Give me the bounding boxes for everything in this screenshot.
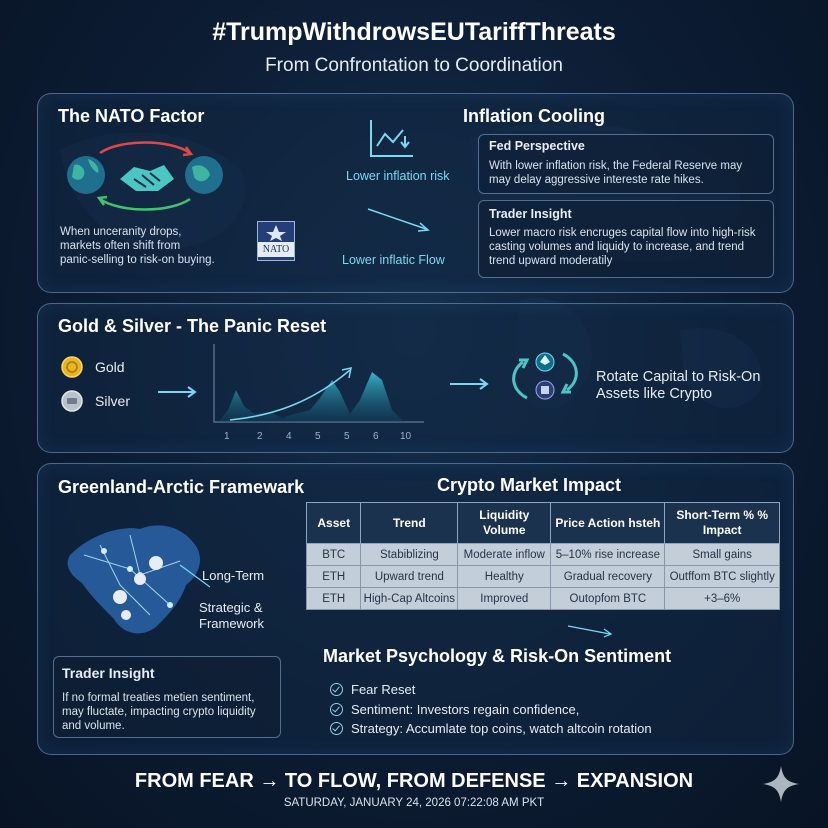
inflation-title: Inflation Cooling — [463, 106, 605, 126]
arrow-right-icon — [366, 205, 436, 235]
nato-text: When unceranity drops, markets often shift from panic-selling to risk-on buying. — [60, 226, 215, 266]
check-icon — [330, 683, 343, 696]
table-cell: Upward trend — [361, 566, 458, 588]
greenland-map-icon — [60, 515, 210, 645]
table-cell: Healthy — [458, 566, 551, 588]
sparkle-icon — [761, 764, 801, 804]
table-header: Liquidity Volume — [458, 503, 551, 544]
table-cell: Stabiblizing — [361, 544, 458, 566]
long-term-label: Long-Term — [202, 568, 265, 583]
lower-inflation-flow-label: Lower inflatic Flow — [342, 253, 445, 267]
table-cell: Outffom BTC slightly — [665, 566, 780, 588]
table-header: Short-Term % % Impact — [665, 503, 780, 544]
fed-perspective-text: With lower inflation risk, the Federal Reserve may may delay aggressive intereste rate hikes. — [489, 160, 743, 186]
arrow-right-icon — [566, 622, 616, 638]
table-header: Price Action hsteh — [551, 503, 665, 544]
list-item: Sentiment: Investors regain confidence, — [330, 700, 652, 720]
globe-icon — [67, 156, 105, 194]
silver-coin-icon — [61, 390, 83, 412]
strategic-framework-label: Strategic & Framework — [199, 600, 265, 631]
list-item: Fear Reset — [330, 680, 652, 700]
trader-insight-title: Trader Insight — [489, 207, 572, 221]
check-icon — [330, 703, 343, 716]
check-icon — [330, 722, 343, 735]
crypto-impact-title: Crypto Market Impact — [437, 475, 622, 495]
market-psychology-title: Market Psychology & Risk-On Sentiment — [323, 646, 672, 666]
page-title: #TrumpWithdrowsEUTariffThreats — [212, 18, 616, 46]
table-header-row — [307, 503, 780, 544]
table-header: Asset — [307, 503, 361, 544]
gold-coin-icon — [61, 356, 83, 378]
greenland-trader-insight-text: If no formal treaties metien sentiment, may fluctate, impacting crypto liquidity and volume. — [62, 692, 256, 732]
list-item: Strategy: Accumlate top coins, watch altcoin rotation — [330, 719, 652, 739]
fed-perspective-title: Fed Perspective — [489, 139, 585, 153]
table-row — [307, 566, 780, 588]
table-cell: ETH — [307, 588, 361, 610]
crypto-cycle-icon — [505, 346, 585, 406]
psychology-list — [330, 680, 652, 739]
globe-icon — [185, 156, 223, 194]
table-cell: Improved — [458, 588, 551, 610]
table-cell: Outopfom BTC — [551, 588, 665, 610]
rotate-capital-text: Rotate Capital to Risk-On Assets like Crypto — [596, 369, 761, 402]
gold-label: Gold — [95, 359, 125, 375]
table-cell: Moderate inflow — [458, 544, 551, 566]
nato-title: The NATO Factor — [58, 106, 205, 126]
table-cell: ETH — [307, 566, 361, 588]
nato-badge-icon — [257, 221, 295, 261]
table-cell: BTC — [307, 544, 361, 566]
table-cell: High-Cap Altcoins — [361, 588, 458, 610]
crypto-impact-table — [306, 502, 780, 610]
table-header: Trend — [361, 503, 458, 544]
table-cell: 5–10% rise increase — [551, 544, 665, 566]
arrow-right-icon — [448, 376, 492, 392]
greenland-trader-insight-title: Trader Insight — [62, 665, 155, 681]
greenland-title: Greenland-Arctic Framewark — [58, 477, 305, 497]
table-cell: Small gains — [665, 544, 780, 566]
arrow-right-icon — [156, 384, 200, 400]
metals-title: Gold & Silver - The Panic Reset — [58, 316, 327, 336]
metals-chart — [210, 340, 430, 430]
handshake-icon — [120, 165, 174, 191]
footer-timestamp: SATURDAY, JANUARY 24, 2026 07:22:08 AM PKT — [283, 797, 545, 809]
chart-down-icon — [367, 116, 417, 160]
silver-label: Silver — [95, 393, 131, 409]
lower-inflation-risk-label: Lower inflation risk — [346, 169, 450, 183]
table-row — [307, 544, 780, 566]
footer-slogan: FROM FEAR → TO FLOW, FROM DEFENSE → EXPANSION — [134, 770, 694, 792]
table-row — [307, 588, 780, 610]
trader-insight-text: Lower macro risk encruges capital flow into high-risk casting volumes and liquidy to increase, and trend trend upward moderatily — [489, 227, 756, 267]
table-cell: Gradual recovery — [551, 566, 665, 588]
table-cell: +3–6% — [665, 588, 780, 610]
nato-illustration — [60, 135, 230, 215]
page-subtitle: From Confrontation to Coordination — [265, 55, 563, 76]
nato-badge-label: NATO — [258, 242, 294, 257]
